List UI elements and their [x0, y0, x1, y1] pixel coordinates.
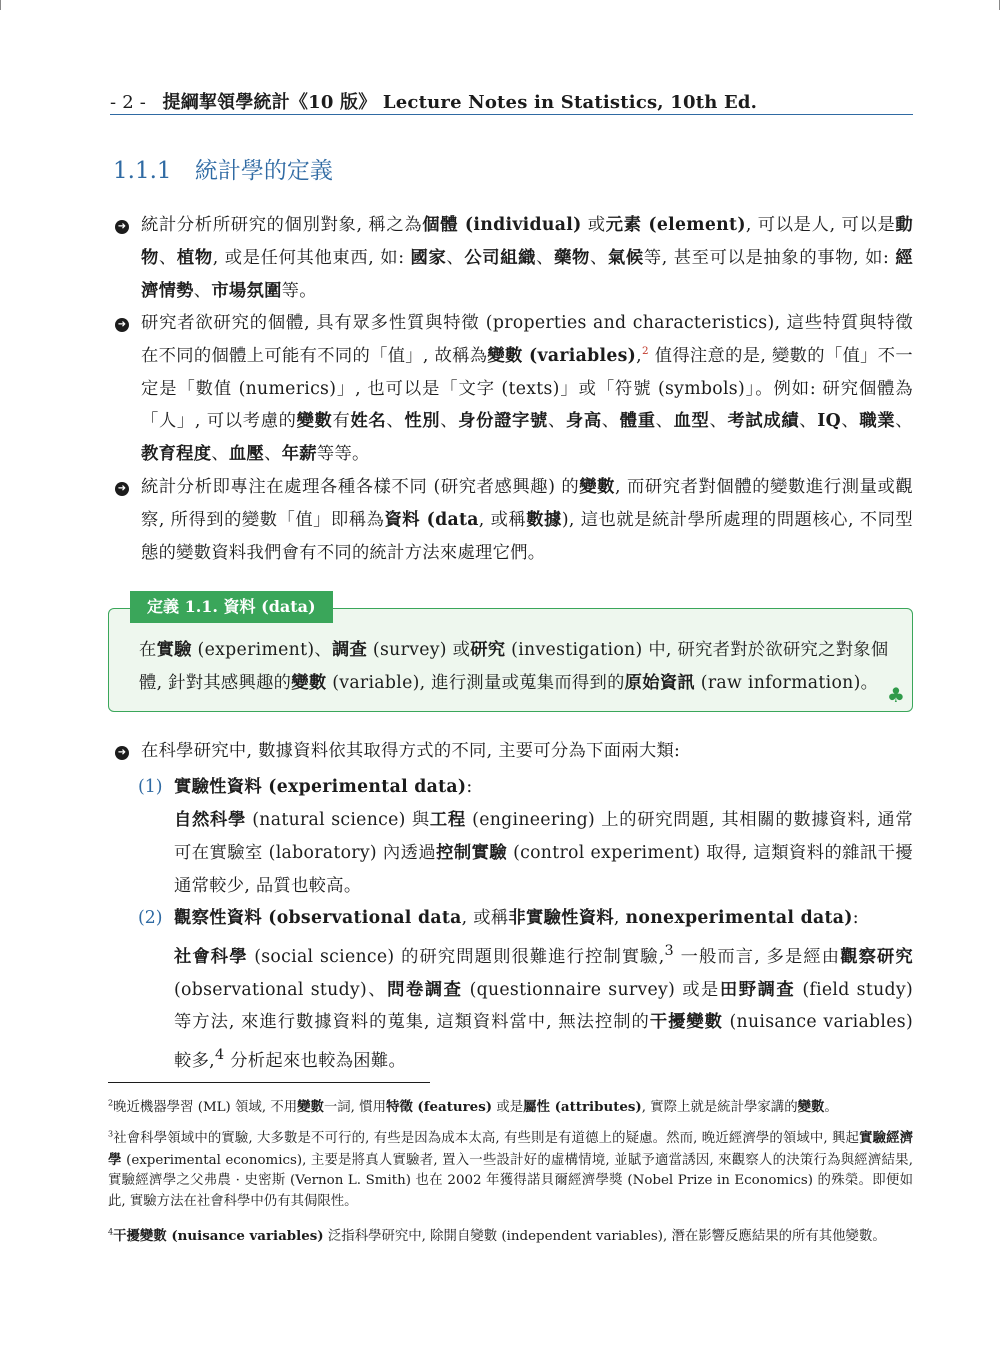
bold-term: 動物: [141, 215, 914, 268]
bold-term: 特徵 (features): [385, 1099, 493, 1115]
bullet-paragraph: 統計分析所研究的個別對象, 稱之為個體 (individual) 或元素 (element), 可以是人, 可以是動物、植物, 或是任何其他東西, 如: 國家、公司組織、藥物、氣候等, 甚至可以是抽象的事物, 如: 經濟情勢、市場氛圍等。: [141, 215, 914, 301]
footnote: [108, 1097, 913, 1119]
bold-term: 血型: [673, 411, 710, 432]
bold-term: 教育程度: [141, 444, 212, 465]
bullet-paragraph: 研究者欲研究的個體, 具有眾多性質與特徵 (properties and characteristics), 這些特質與特徵在不同的個體上可能有不同的「值」, 故稱為變數 (variables),$^2$ 值得注意的是, 變數的「值」不一定是「數值 (numerics)」, 也可以是「文字 (texts)」或「符號 (symbols)」。例如: 研究個體為「人」, 可以考慮的變數有姓名、性別、身份證字號、身高、體重、血型、考試成績、IQ、職業、教育程度、血壓、年薪等等。: [141, 313, 913, 465]
bold-term: 觀察性資料 (observational data: [174, 908, 462, 928]
footnote-mark: 4: [108, 1227, 114, 1237]
footnote-text: 社會科學領域中的實驗, 大多數是不可行的, 有些是因為成本太高, 有些則是有道德上的疑慮。然而, 晚近經濟學的領域中, 興起實驗經濟學 (experimental economics), 主要是將真人實驗者, 置入一些設計好的虛構情境, 並賦予適當誘因, 來觀察人的決策行為與經濟結果, 實驗經濟學之父弗農 · 史密斯 (Vernon L. Smith) 也在 2002 年獲得諾貝爾經濟學獎 (Nobel Prize in Economics) 的殊榮。即便如此, 實驗方法在社會科學中仍有其侷限性。: [108, 1130, 914, 1209]
bold-term: 考試成績: [727, 411, 800, 432]
definition-text: 在實驗 (experiment)、調查 (survey) 或研究 (investigation) 中, 研究者對於欲研究之對象個體, 針對其感興趣的變數 (variable), 進行測量或蒐集而得到的原始資訊 (raw information)。: [139, 640, 889, 693]
section-number: 1.1.1: [113, 158, 172, 184]
bold-term: 非實驗性資料: [508, 908, 614, 928]
list-body: 自然科學 (natural science) 與工程 (engineering) 上的研究問題, 其相關的數據資料, 通常可在實驗室 (laboratory) 內透過控制實驗 (control experiment) 取得, 這類資料的雜訊干擾通常較少, 品質也較高。: [174, 810, 913, 896]
running-header: [110, 88, 913, 115]
list-number: (2): [138, 908, 163, 928]
bold-term: 觀察研究: [840, 946, 913, 967]
bold-term: 身份證字號: [458, 411, 548, 432]
bold-term: IQ: [817, 411, 841, 432]
bold-term: 變數: [296, 411, 333, 432]
section-heading: [113, 152, 333, 185]
bold-term: 市場氛圍: [211, 280, 282, 301]
bold-term: 公司組織: [464, 247, 537, 268]
book-title: 提綱挈領學統計《10 版》 Lecture Notes in Statistics, 10th Ed.: [162, 92, 758, 113]
bold-term: 干擾變數 (nuisance variables): [113, 1228, 324, 1244]
bold-term: 田野調查: [719, 979, 796, 1000]
footnote-reference[interactable]: 4: [214, 1047, 225, 1064]
bold-term: 變數 (variables): [487, 345, 637, 366]
bold-term: 身高: [565, 411, 602, 432]
bold-term: 元素 (element): [605, 215, 746, 235]
footnote: [108, 1128, 913, 1212]
bold-term: 原始資訊: [624, 673, 695, 693]
bullet-paragraph: 在科學研究中, 數據資料依其取得方式的不同, 主要可分為下面兩大類:: [141, 741, 681, 761]
bold-term: 國家: [410, 247, 447, 268]
bullet-paragraph: 統計分析即專注在處理各種各樣不同 (研究者感興趣) 的變數, 而研究者對個體的變數進行測量或觀察, 所得到的變數「值」即稱為資料 (data, 或稱數據), 這也就是統計學所處理的問題核心, 不同型態的變數資料我們會有不同的統計方法來處理它們。: [141, 477, 913, 563]
bold-term: 干擾變數: [649, 1012, 723, 1033]
bold-term: 工程: [429, 810, 466, 830]
arrow-right-circle-icon: ➜: [115, 746, 129, 760]
footnote-reference[interactable]: 3: [664, 943, 674, 959]
bold-term: 血壓: [228, 444, 265, 465]
bold-term: 年薪: [281, 444, 317, 465]
footnote-text: 干擾變數 (nuisance variables) 泛指科學研究中, 除開自變數 (independent variables), 潛在影響反應結果的所有其他變數。: [113, 1228, 886, 1244]
bold-term: 變數: [797, 1099, 825, 1115]
bold-term: 職業: [859, 411, 896, 432]
bold-term: 調查: [331, 640, 368, 660]
footnote-text: 晚近機器學習 (ML) 領域, 不用變數一詞, 慣用特徵 (features) 或是屬性 (attributes), 實際上就是統計學家講的變數。: [113, 1099, 838, 1115]
list-body: 社會科學 (social science) 的研究問題則很難進行控制實驗,$^3$ 一般而言, 多是經由觀察研究 (observational study)、問卷調查 (questionnaire survey) 或是田野調查 (field study) 等方法, 來進行數據資料的蒐集, 這類資料當中, 無法控制的干擾變數 (nuisance variables) 較多,$^4$ 分析起來也較為困難。: [174, 943, 913, 1071]
crop-mark: [0, 0, 1, 10]
list-heading: 觀察性資料 (observational data, 或稱非實驗性資料, nonexperimental data):: [174, 908, 859, 928]
bold-term: 變數: [297, 1099, 324, 1115]
bold-term: 變數: [291, 673, 327, 693]
bold-term: 實驗: [156, 640, 192, 660]
footnote-mark: 3: [108, 1129, 114, 1139]
arrow-right-circle-icon: ➜: [115, 318, 129, 332]
list-heading: 實驗性資料 (experimental data):: [174, 777, 473, 797]
bold-term: 實驗性資料 (experimental data): [174, 777, 467, 797]
bold-term: 屬性 (attributes): [523, 1099, 642, 1115]
bold-term: 藥物: [554, 247, 590, 268]
bold-term: 植物: [176, 247, 213, 268]
definition-title: 定義 1.1. 資料 (data): [130, 591, 333, 623]
list-number: (1): [138, 777, 163, 797]
bold-term: nonexperimental data): [625, 908, 853, 928]
bold-term: 自然科學: [174, 810, 247, 830]
bold-term: 個體 (individual): [422, 215, 582, 235]
bold-term: 體重: [619, 411, 656, 432]
bold-term: 姓名: [350, 411, 387, 432]
bold-term: 性別: [404, 411, 441, 432]
footnote-mark: 2: [108, 1098, 114, 1108]
bold-term: 氣候: [607, 247, 644, 268]
footnote-reference[interactable]: 2: [641, 345, 649, 358]
arrow-right-circle-icon: ➜: [115, 482, 129, 496]
club-icon: ♣: [887, 683, 905, 707]
bold-term: 數據: [526, 509, 562, 530]
bold-term: 社會科學: [174, 946, 248, 967]
footnote-rule: [108, 1082, 430, 1083]
arrow-right-circle-icon: ➜: [115, 220, 129, 234]
bold-term: 研究: [470, 640, 506, 660]
bold-term: 變數: [579, 477, 616, 497]
bold-term: 問卷調查: [387, 979, 463, 1000]
bold-term: 控制實驗: [436, 842, 508, 863]
bold-term: 經濟情勢: [141, 247, 913, 301]
bold-term: 資料 (data: [384, 509, 479, 530]
page-number: - 2 -: [110, 92, 147, 113]
bold-term: 實驗經濟學: [108, 1130, 914, 1168]
footnote: [108, 1226, 913, 1248]
section-title: 統計學的定義: [194, 158, 333, 184]
